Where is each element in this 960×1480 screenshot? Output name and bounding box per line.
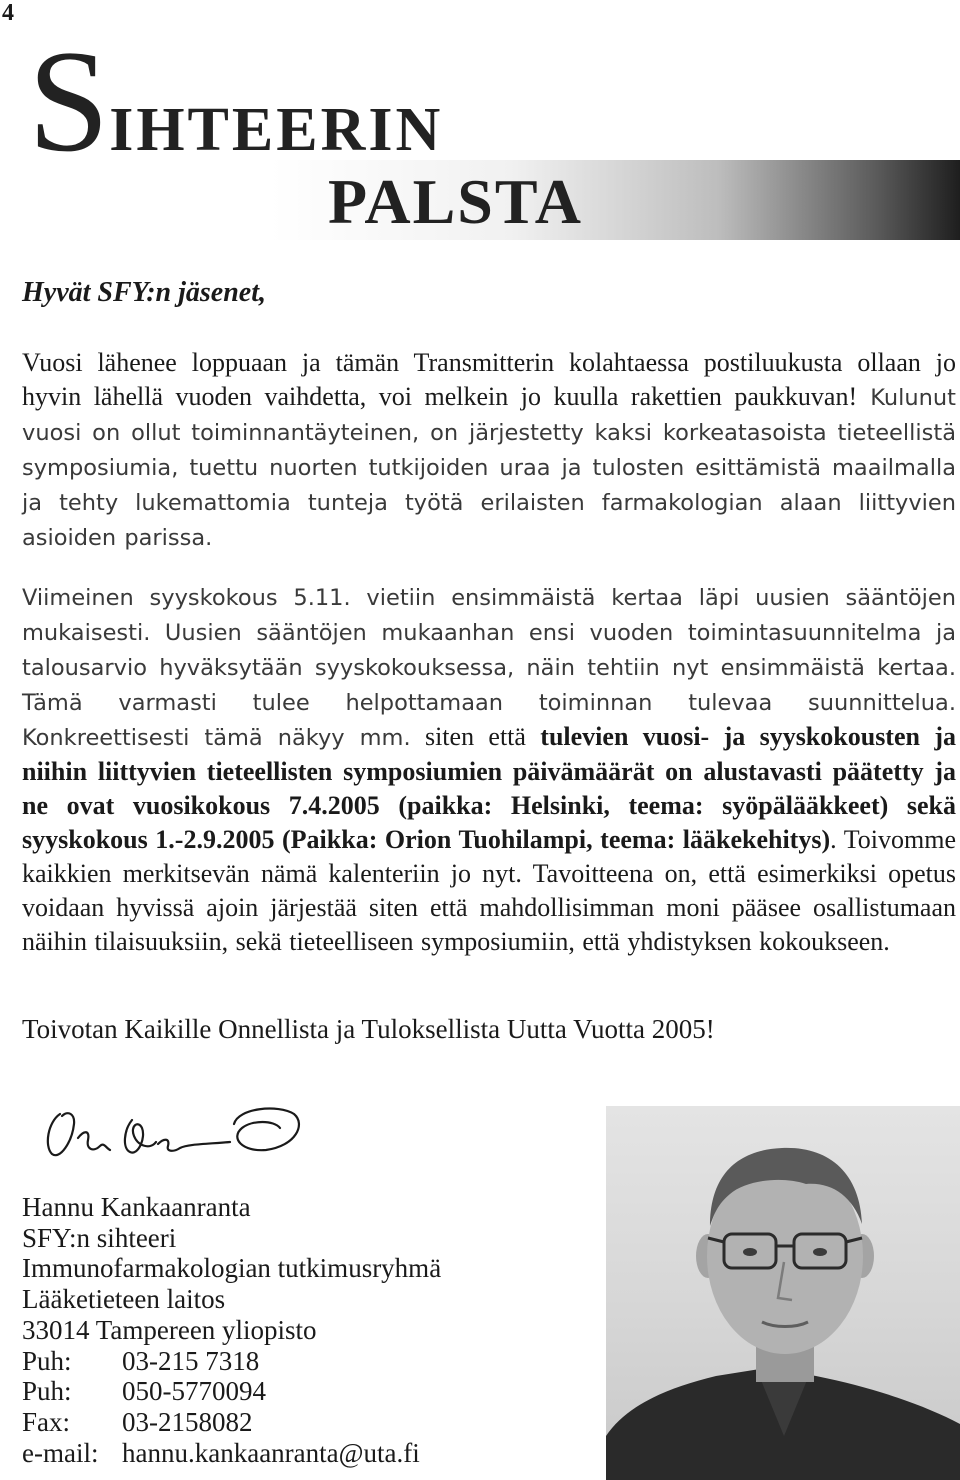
email-label: e-mail: [22,1437,99,1468]
greeting: Hyvät SFY:n jäsenet, [22,277,266,308]
paragraph-2-rest: . Toivomme kaikkien merkitsevän nämä kalenteriin jo nyt. Tavoitteena on, että esimerkiksi opetus voidaan hyvissä ajoin järjestää siten että mahdollisimman moni pääsee osallistumaan näihin tilaisuuksiin, sekä tieteelliseen symposiumiin, että yhdistyksen kokoukseen. [22,825,956,956]
signature-image [38,1094,308,1172]
contact-address: 33014 Tampereen yliopisto [22,1314,317,1345]
contact-name: Hannu Kankaanranta [22,1192,251,1222]
paragraph-2-sans: Viimeinen syyskokous 5.11. vietiin ensimmäistä kertaa läpi uusien sääntöjen mukaisesti. Uusien sääntöjen mukaanhan ensi vuoden toimintasuunnitelma ja talousarvio hyväksytään syyskokouksessa, näin tehtiin nyt ensimmäistä kertaa. Tämä varmasti tulee helpottamaan toiminnan tulevaa suunnittelua. Konkreettisesti tämä näkyy mm. [22,585,956,751]
paragraph-1-serif: Vuosi lähenee loppuaan ja tämän Transmitterin kolahtaessa postiluukusta ollaan jo hyvin lähellä vuoden vaihdetta, voi melkein jo kuulla rakettien paukkuvan! [22,348,956,411]
meeting-dates-bold: tulevien vuosi- ja syyskokousten ja niihin liittyvien tieteellisten symposiumien päivämäärät on alustavasti päätetty ja ne ovat vuosikokous 7.4.2005 (paikka: Helsinki, teema: syöpälääkkeet) sekä syyskokous 1.-2.9.2005 (Paikka: Orion Tuohilampi, teema: lääkekehitys) [22,722,956,854]
phone-value: 03-215 7318 [122,1345,260,1376]
title-rest: IHTEERIN [109,96,444,164]
fax-label: Fax: [22,1406,71,1437]
page-number: 4 [2,0,14,26]
phone-label: Puh: [22,1376,72,1407]
contact-role: SFY:n sihteeri [22,1222,177,1253]
portrait-photo [606,1106,960,1480]
phone-label: Puh: [22,1345,72,1376]
phone-row-2 [22,1376,441,1407]
portrait-illustration [606,1106,960,1480]
paragraph-2 [22,580,956,959]
contact-group: Immunofarmakologian tutkimusryhmä [22,1253,442,1284]
paragraph-1 [22,346,956,555]
page-subtitle: PALSTA [328,166,583,237]
fax-value: 03-2158082 [122,1406,253,1437]
title-initial: S [28,20,110,182]
closing-wish: Toivotan Kaikille Onnellista ja Tuloksellista Uutta Vuotta 2005! [22,1014,715,1044]
page-title [28,20,444,182]
contact-department: Lääketieteen laitos [22,1284,226,1315]
paragraph-1-sans: Kulunut vuosi on ollut toiminnantäyteinen, on järjestetty kaksi korkeatasoista tieteellistä symposiumia, tuettu nuorten tutkijoiden uraa ja tulosten esittämistä maailmalla ja tehty lukemattomia tunteja työtä erilaisten farmakologian alaan liittyvien asioiden parissa. [22,385,956,551]
fax-row [22,1407,441,1438]
email-row [22,1438,441,1469]
contact-block [22,1192,441,1468]
email-value: hannu.kankaanranta@uta.fi [122,1437,420,1468]
phone-value: 050-5770094 [122,1376,266,1407]
phone-row-1 [22,1346,441,1377]
paragraph-2-serif: siten että [410,722,541,751]
